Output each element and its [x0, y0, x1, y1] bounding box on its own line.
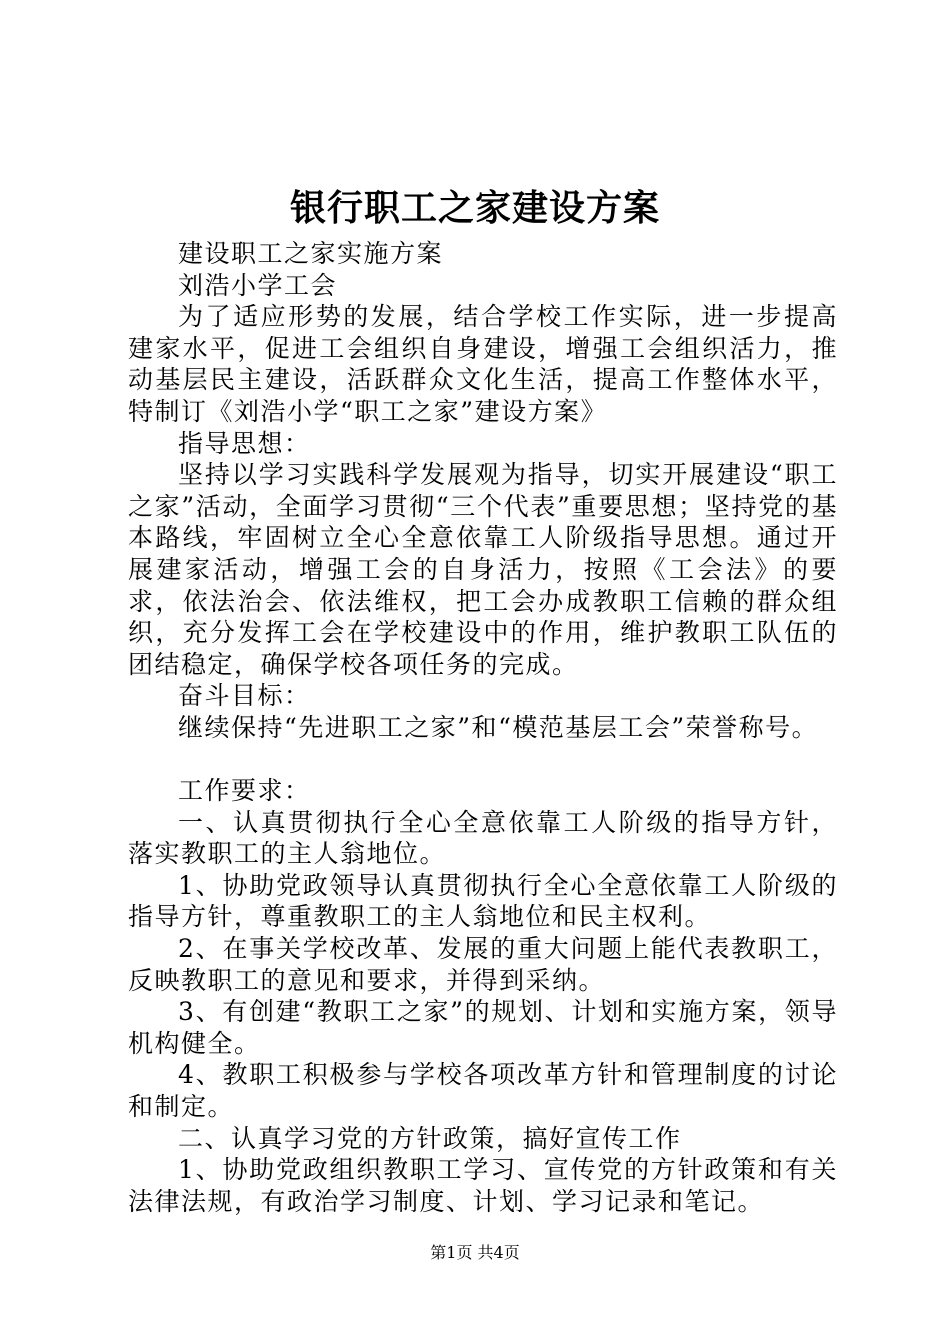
paragraph: 1、协助党政领导认真贯彻执行全心全意依靠工人阶级的指导方针，尊重教职工的主人翁地位和民主权利。: [128, 870, 838, 932]
paragraph: 二、认真学习党的方针政策，搞好宣传工作: [178, 1123, 682, 1153]
document-body: [128, 238, 838, 1217]
section-heading: 指导思想：: [178, 428, 311, 458]
paragraph: 1、协助党政组织教职工学习、宣传党的方针政策和有关法律法规，有政治学习制度、计划、学习记录和笔记。: [128, 1155, 838, 1216]
paragraph: 3、有创建“教职工之家”的规划、计划和实施方案，领导机构健全。: [128, 997, 838, 1058]
paragraph: 刘浩小学工会: [178, 270, 338, 300]
section-heading: 奋斗目标：: [178, 681, 311, 711]
section-heading: 工作要求：: [178, 776, 311, 806]
page-footer: 第1页 共4页: [430, 1243, 520, 1262]
paragraph: 4、教职工积极参与学校各项改革方针和管理制度的讨论和制定。: [128, 1060, 838, 1122]
blank-line: [128, 744, 838, 776]
paragraph: 一、认真贯彻执行全心全意依靠工人阶级的指导方针，落实教职工的主人翁地位。: [128, 807, 838, 869]
paragraph: 2、在事关学校改革、发展的重大问题上能代表教职工，反映教职工的意见和要求，并得到采纳。: [128, 934, 838, 995]
paragraph: 坚持以学习实践科学发展观为指导，切实开展建设“职工之家”活动，全面学习贯彻“三个代表”重要思想；坚持党的基本路线，牢固树立全心全意依靠工人阶级指导思想。通过开展建家活动，增强工会的自身活力，按照《工会法》的要求，依法治会、依法维权，把工会办成教职工信赖的群众组织，充分发挥工会在学校建设中的作用，维护教职工队伍的团结稳定，确保学校各项任务的完成。: [128, 460, 838, 679]
document-title: 银行职工之家建设方案: [289, 187, 660, 229]
paragraph: 继续保持“先进职工之家”和“模范基层工会”荣誉称号。: [178, 712, 819, 742]
paragraph: 建设职工之家实施方案: [178, 239, 444, 268]
paragraph: 为了适应形势的发展，结合学校工作实际，进一步提高建家水平，促进工会组织自身建设，增强工会组织活力，推动基层民主建设，活跃群众文化生活，提高工作整体水平，特制订《刘浩小学“职工之家”建设方案》: [128, 302, 838, 426]
